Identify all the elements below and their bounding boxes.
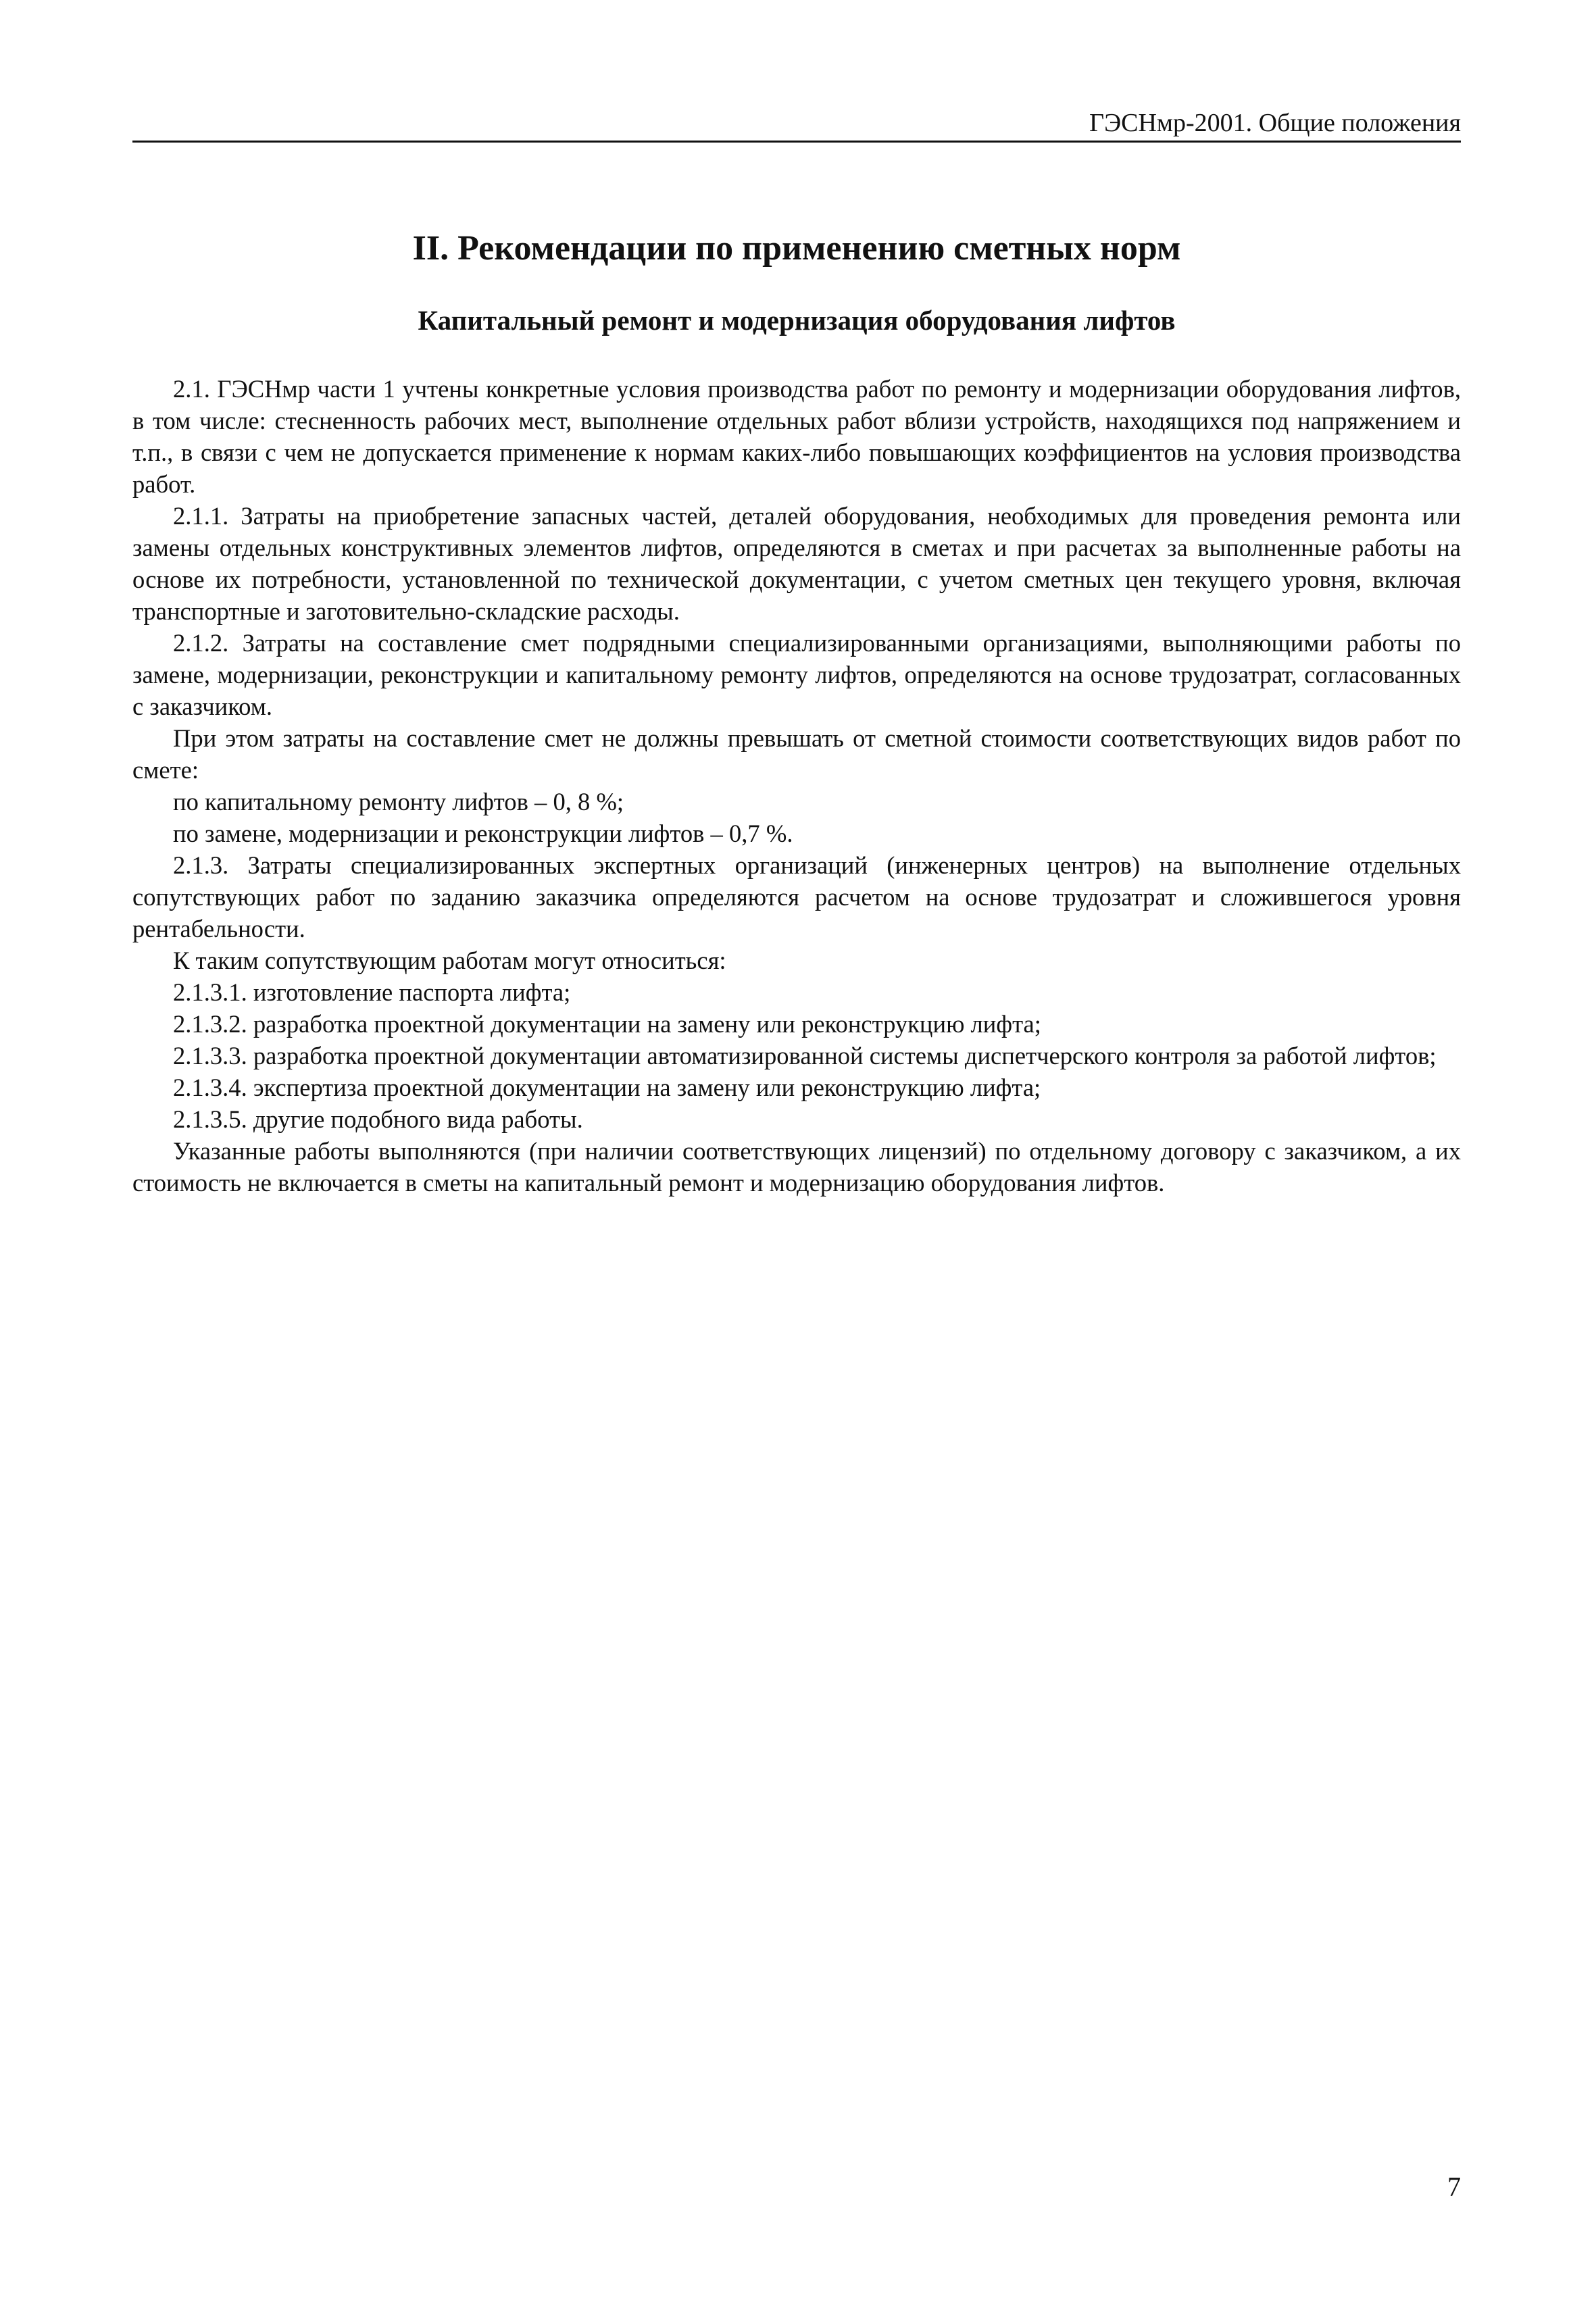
paragraph-replacement-rate: по замене, модернизации и реконструкции лифтов – 0,7 %.: [173, 820, 793, 847]
subsection-title: Капитальный ремонт и модернизация оборудования лифтов: [418, 305, 1176, 336]
paragraph-2-1-3: 2.1.3. Затраты специализированных экспертных организаций (инженерных центров) на выполнение отдельных сопутствующих работ по заданию заказчика определяются расчетом на основе трудозатрат и сложившегося уровня рентабельности.: [132, 851, 1461, 942]
list-item-2-1-3-2: 2.1.3.2. разработка проектной документации на замену или реконструкцию лифта;: [173, 1010, 1041, 1038]
running-header: ГЭСНмр-2001. Общие положения: [1089, 109, 1461, 137]
page-number: 7: [1447, 2171, 1461, 2202]
paragraph-estimate-limit: При этом затраты на составление смет не должны превышать от сметной стоимости соответствующих видов работ по смете:: [132, 724, 1461, 784]
paragraph-capital-repair-rate: по капитальному ремонту лифтов – 0, 8 %;: [173, 788, 624, 815]
section-title: II. Рекомендации по применению сметных норм: [412, 229, 1181, 268]
paragraph-contract-note: Указанные работы выполняются (при наличии соответствующих лицензий) по отдельному договору с заказчиком, а их стоимость не включается в сметы на капитальный ремонт и модернизацию оборудования лифтов.: [132, 1137, 1461, 1197]
list-item-2-1-3-3: 2.1.3.3. разработка проектной документации автоматизированной системы диспетчерского контроля за работой лифтов;: [173, 1042, 1437, 1070]
paragraph-2-1-2: 2.1.2. Затраты на составление смет подрядными специализированными организациями, выполняющими работы по замене, модернизации, реконструкции и капитальному ремонту лифтов, определяются на основе трудозатрат, согласованных с заказчиком.: [132, 629, 1461, 720]
body-text: [132, 373, 1461, 1199]
header-divider: [132, 141, 1461, 143]
list-item-2-1-3-4: 2.1.3.4. экспертиза проектной документации на замену или реконструкцию лифта;: [173, 1074, 1041, 1101]
paragraph-2-1: 2.1. ГЭСНмр части 1 учтены конкретные условия производства работ по ремонту и модернизации оборудования лифтов, в том числе: стесненность рабочих мест, выполнение отдельных работ вблизи устройств, находящихся под напряжением и т.п., в связи с чем не допускается применение к нормам каких-либо повышающих коэффициентов на условия производства работ.: [132, 375, 1461, 498]
list-item-2-1-3-5: 2.1.3.5. другие подобного вида работы.: [173, 1105, 583, 1133]
paragraph-related-works-intro: К таким сопутствующим работам могут относиться:: [173, 947, 726, 974]
list-item-2-1-3-1: 2.1.3.1. изготовление паспорта лифта;: [173, 978, 571, 1006]
paragraph-2-1-1: 2.1.1. Затраты на приобретение запасных частей, деталей оборудования, необходимых для проведения ремонта или замены отдельных конструктивных элементов лифтов, определяются в сметах и при расчетах за выполненные работы на основе их потребности, установленной по технической документации, с учетом сметных цен текущего уровня, включая транспортные и заготовительно-складские расходы.: [132, 502, 1461, 625]
